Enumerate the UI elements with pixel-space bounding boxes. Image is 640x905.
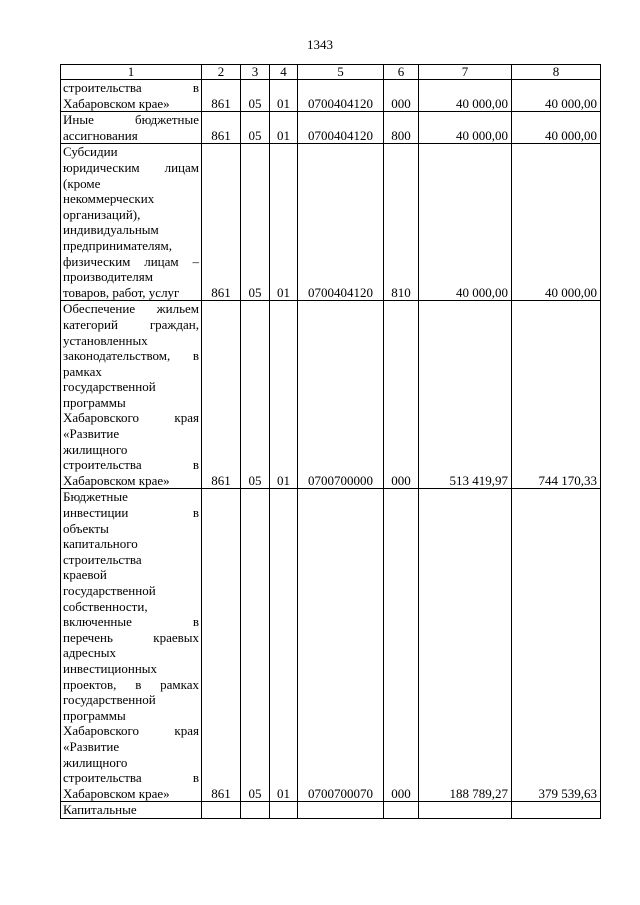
description-line: индивидуальным bbox=[63, 222, 159, 238]
section-code: 05 bbox=[241, 80, 270, 112]
description-line: рамках bbox=[63, 363, 102, 379]
description-line: юридическим лицам bbox=[63, 159, 199, 175]
description-line: производителям bbox=[63, 269, 153, 285]
section-code bbox=[241, 802, 270, 819]
header-cell: 7 bbox=[419, 65, 512, 80]
table-row bbox=[61, 144, 601, 301]
header-cell: 1 bbox=[61, 65, 202, 80]
description-line: законодательством, в bbox=[63, 348, 199, 364]
gr-code: 861 bbox=[202, 80, 241, 112]
description-line: программы bbox=[63, 707, 126, 723]
description-line: категорий граждан, bbox=[63, 316, 199, 332]
row-description bbox=[61, 802, 202, 819]
description-line: инвестиции в bbox=[63, 505, 199, 521]
description-line: Бюджетные bbox=[63, 489, 128, 505]
description-line: некоммерческих bbox=[63, 191, 155, 207]
section-code: 05 bbox=[241, 144, 270, 301]
description-line: Иные бюджетные bbox=[63, 112, 199, 128]
description-line: строительства bbox=[63, 551, 142, 567]
table-row bbox=[61, 80, 601, 112]
amount-year-2: 40 000,00 bbox=[512, 112, 601, 144]
gr-code: 861 bbox=[202, 301, 241, 489]
amount-year-2: 744 170,33 bbox=[512, 301, 601, 489]
description-line: строительства в bbox=[63, 770, 199, 786]
description-line: (кроме bbox=[63, 175, 101, 191]
amount-year-1: 188 789,27 bbox=[419, 489, 512, 802]
amount-year-2 bbox=[512, 802, 601, 819]
description-line: Хабаровском крае» bbox=[63, 785, 170, 801]
description-line: «Развитие bbox=[63, 738, 120, 754]
description-line: включенные в bbox=[63, 614, 199, 630]
description-line: государственной bbox=[63, 692, 156, 708]
description-line: предпринимателям, bbox=[63, 237, 172, 253]
description-line: «Развитие bbox=[63, 426, 120, 442]
description-line: государственной bbox=[63, 379, 156, 395]
description-line: Субсидии bbox=[63, 144, 118, 160]
subsection-code: 01 bbox=[270, 112, 298, 144]
description-line: жилищного bbox=[63, 441, 128, 457]
description-line: краевой bbox=[63, 567, 107, 583]
description-line: Обеспечение жильем bbox=[63, 301, 199, 317]
description-line: объекты bbox=[63, 520, 109, 536]
table-row bbox=[61, 112, 601, 144]
header-cell: 2 bbox=[202, 65, 241, 80]
target-article-code: 0700404120 bbox=[298, 80, 384, 112]
description-line: физическим лицам – bbox=[63, 253, 199, 269]
target-article-code: 0700700000 bbox=[298, 301, 384, 489]
description-line: перечень краевых bbox=[63, 629, 199, 645]
amount-year-1: 513 419,97 bbox=[419, 301, 512, 489]
description-line: строительства в bbox=[63, 457, 199, 473]
gr-code: 861 bbox=[202, 144, 241, 301]
description-line: программы bbox=[63, 394, 126, 410]
table-row bbox=[61, 489, 601, 802]
description-line: жилищного bbox=[63, 754, 128, 770]
gr-code: 861 bbox=[202, 112, 241, 144]
description-line: строительства в bbox=[63, 80, 199, 95]
expense-type-code: 000 bbox=[384, 489, 419, 802]
section-code: 05 bbox=[241, 489, 270, 802]
expense-type-code: 800 bbox=[384, 112, 419, 144]
gr-code bbox=[202, 802, 241, 819]
amount-year-1: 40 000,00 bbox=[419, 80, 512, 112]
table-row bbox=[61, 802, 601, 819]
description-line: Хабаровском крае» bbox=[63, 472, 170, 488]
amount-year-2: 40 000,00 bbox=[512, 144, 601, 301]
subsection-code: 01 bbox=[270, 301, 298, 489]
description-line: организаций), bbox=[63, 206, 141, 222]
expense-type-code: 000 bbox=[384, 80, 419, 112]
target-article-code: 0700700070 bbox=[298, 489, 384, 802]
gr-code: 861 bbox=[202, 489, 241, 802]
description-line: инвестиционных bbox=[63, 660, 158, 676]
subsection-code bbox=[270, 802, 298, 819]
row-description bbox=[61, 80, 202, 112]
description-line: товаров, работ, услуг bbox=[63, 284, 180, 300]
expense-type-code: 000 bbox=[384, 301, 419, 489]
amount-year-2: 379 539,63 bbox=[512, 489, 601, 802]
row-description bbox=[61, 144, 202, 301]
description-line: проектов, в рамках bbox=[63, 676, 199, 692]
description-line: Хабаровского края bbox=[63, 723, 199, 739]
page-number: 1343 bbox=[307, 37, 333, 52]
header-cell: 3 bbox=[241, 65, 270, 80]
row-description bbox=[61, 301, 202, 489]
header-cell: 5 bbox=[298, 65, 384, 80]
target-article-code bbox=[298, 802, 384, 819]
subsection-code: 01 bbox=[270, 489, 298, 802]
row-description bbox=[61, 489, 202, 802]
description-line: государственной bbox=[63, 583, 156, 598]
amount-year-1: 40 000,00 bbox=[419, 112, 512, 144]
description-line: капитального bbox=[63, 536, 138, 552]
expense-type-code: 810 bbox=[384, 144, 419, 301]
header-cell: 4 bbox=[270, 65, 298, 80]
description-line: Хабаровского края bbox=[63, 410, 199, 426]
header-cell: 6 bbox=[384, 65, 419, 80]
description-line: установленных bbox=[63, 332, 148, 348]
budget-table bbox=[60, 64, 601, 819]
table-row bbox=[61, 301, 601, 489]
description-line: Хабаровском крае» bbox=[63, 95, 170, 111]
section-code: 05 bbox=[241, 301, 270, 489]
description-line: ассигнования bbox=[63, 127, 138, 143]
amount-year-1: 40 000,00 bbox=[419, 144, 512, 301]
target-article-code: 0700404120 bbox=[298, 112, 384, 144]
subsection-code: 01 bbox=[270, 80, 298, 112]
description-line: собственности, bbox=[63, 598, 148, 614]
target-article-code: 0700404120 bbox=[298, 144, 384, 301]
section-code: 05 bbox=[241, 112, 270, 144]
subsection-code: 01 bbox=[270, 144, 298, 301]
description-line: Капитальные bbox=[63, 802, 137, 818]
header-cell: 8 bbox=[512, 65, 601, 80]
amount-year-1 bbox=[419, 802, 512, 819]
amount-year-2: 40 000,00 bbox=[512, 80, 601, 112]
row-description bbox=[61, 112, 202, 144]
description-line: адресных bbox=[63, 645, 116, 661]
table-header-row bbox=[61, 65, 601, 80]
expense-type-code bbox=[384, 802, 419, 819]
